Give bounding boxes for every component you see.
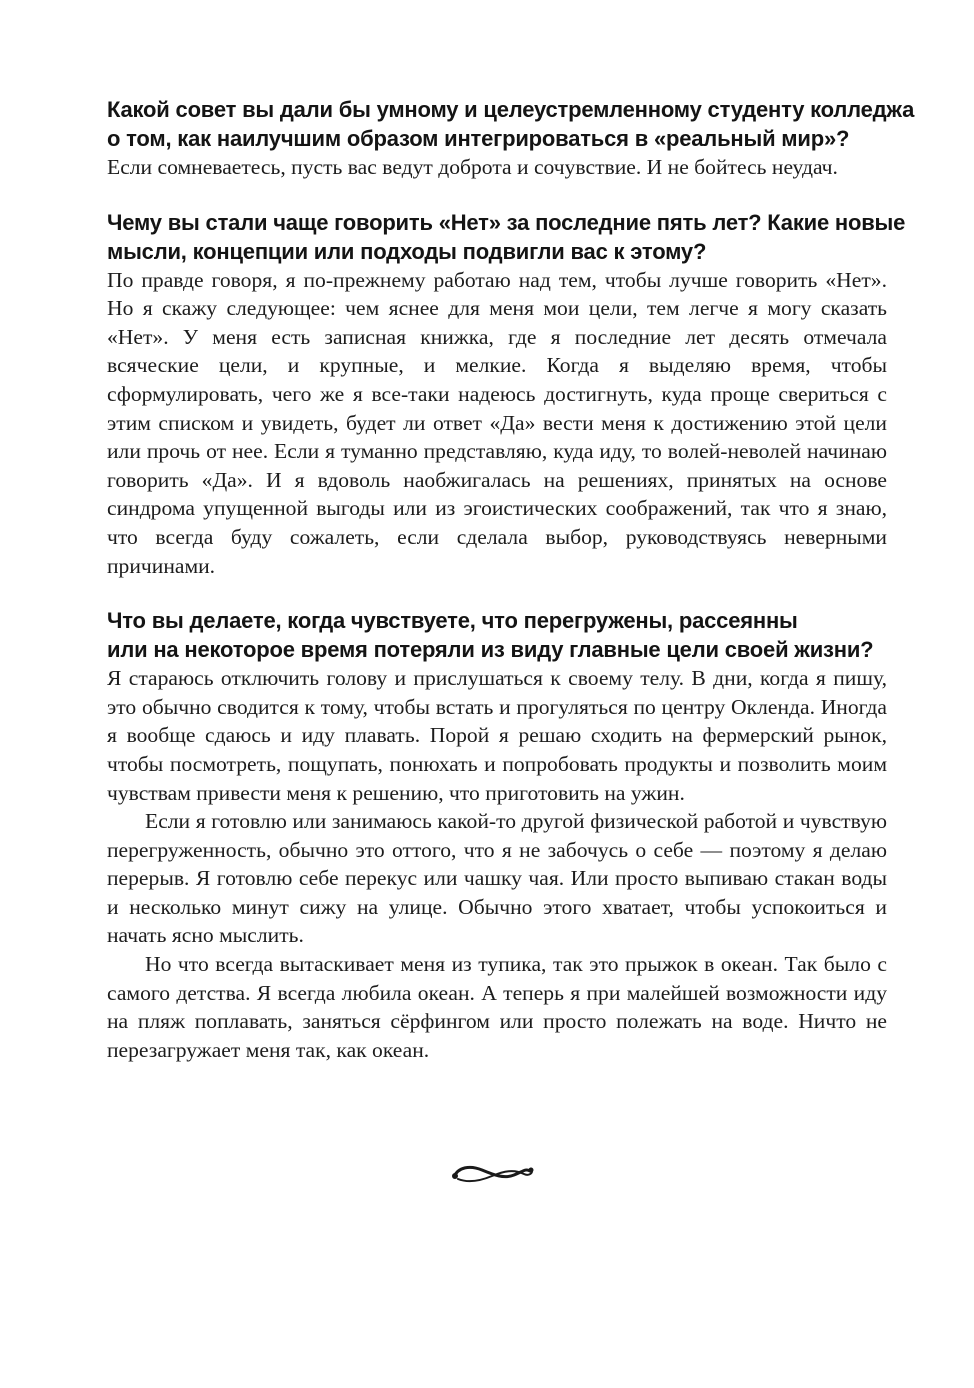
question-heading [107,95,915,153]
answer-paragraph: Я стараюсь отключить голову и прислушаться к своему телу. В дни, когда я пишу, это обычно сводится к тому, чтобы встать и прогуляться по центру Окленда. Иногда я вообще сдаюсь и иду плавать. Порой я решаю сходить на фермерский рынок, чтобы посмотреть, пощупать, понюхать и попробовать продукты и позволить моим чувствам привести меня к решению, что приготовить на ужин. [107,666,887,805]
question-heading [107,208,906,266]
question-heading [107,606,887,664]
question-line: Какой совет вы дали бы умному и целеустремленному студенту колледжа [107,97,915,122]
question-line: или на некоторое время потеряли из виду главные цели своей жизни? [107,637,874,663]
answer-paragraph: Если сомневаетесь, пусть вас ведут доброта и сочувствие. И не бойтесь неудач. [107,155,838,179]
swash-ornament-icon [448,1155,536,1189]
qa-section-1 [107,95,915,182]
answer-paragraph: По правде говоря, я по-прежнему работаю над тем, чтобы лучше говорить «Нет». Но я скажу следующее: чем яснее для меня мои цели, тем легче я могу сказать «Нет». У меня есть записная книжка, где я последние лет десять отмечала всяческие цели, и крупные, и мелкие. Когда я выделяю время, чтобы сформулировать, чего же я все-таки надеюсь достигнуть, куда проще свериться с этим списком и увидеть, будет ли ответ «Да» вести меня к достижению этой цели или прочь от нее. Если я туманно представляю, куда иду, то волей-неволей начинаю говорить «Да». И я вдоволь наобжигалась на решениях, принятых на основе синдрома упущенной выгоды или из эгоистических соображений, так что я знаю, что всегда буду сожалеть, если сделала выбор, руководствуясь неверными причинами. [107,267,887,578]
answer-paragraph: Но что всегда вытаскивает меня из тупика, так это прыжок в океан. Так было с самого детства. Я всегда любила океан. А теперь я при малейшей возможности иду на пляж поплавать, заняться сёрфингом или просто полежать на воде. Ничто не перезагружает меня так, как океан. [107,952,887,1062]
question-line: Что вы делаете, когда чувствуете, что перегружены, рассеянны [107,608,798,634]
question-line: о том, как наилучшим образом интегрироваться в «реальный мир»? [107,126,850,151]
answer-paragraph: Если я готовлю или занимаюсь какой-то другой физической работой и чувствую перегруженность, обычно это оттого, что я не забочусь о себе — поэтому я делаю перерыв. Я готовлю себе перекус или чашку чая. Или просто выпиваю стакан воды и несколько минут сижу на улице. Обычно этого хватает, чтобы успокоиться и начать ясно мыслить. [107,809,887,948]
qa-section-3 [107,606,887,1064]
qa-section-2 [107,208,906,581]
question-line: Чему вы стали чаще говорить «Нет» за последние пять лет? Какие новые [107,209,906,235]
page-content [107,95,915,1090]
question-line: мысли, концепции или подходы подвигли вас к этому? [107,238,707,264]
